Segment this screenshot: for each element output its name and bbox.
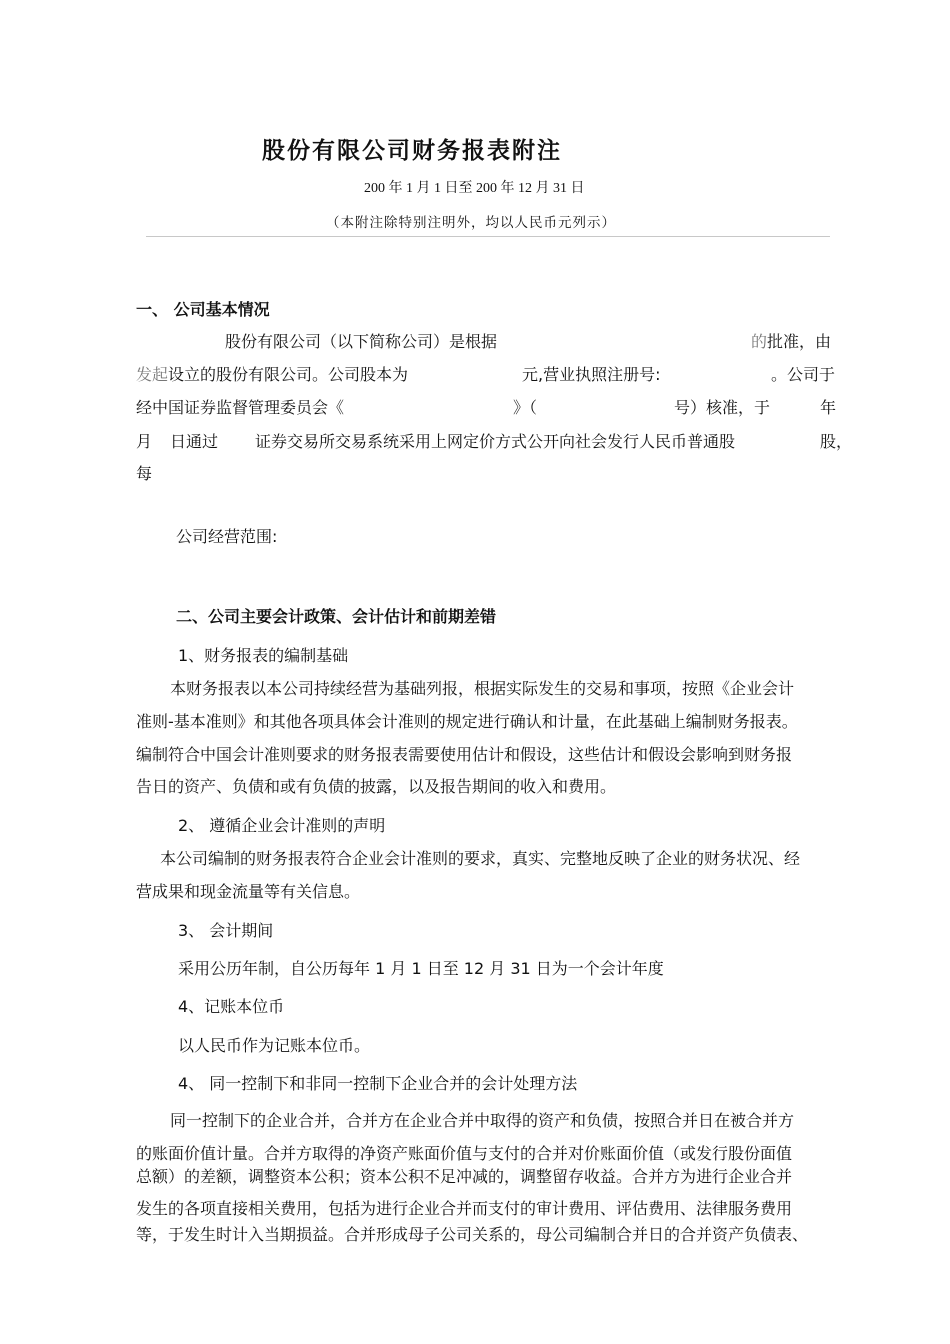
paragraph-line: 采用公历年制，自公历每年 1 月 1 日至 12 月 31 日为一个会计年度 <box>178 959 664 978</box>
paragraph1-text: 批准，由 <box>767 332 832 351</box>
paragraph-line: 同一控制下的企业合并，合并方在企业合并中取得的资产和负债，按照合并日在被合并方 <box>170 1111 795 1130</box>
subsection-title: 4、 同一控制下和非同一控制下企业合并的会计处理方法 <box>178 1074 578 1093</box>
paragraph1-text: 经中国证券监督管理委员会《 <box>136 398 345 417</box>
paragraph-line: 以人民币作为记账本位币。 <box>178 1036 371 1055</box>
section1-heading: 一、 公司基本情况 <box>136 300 270 319</box>
paragraph-line: 的账面价值计量。合并方取得的净资产账面价值与支付的合并对价账面价值（或发行股份面值 <box>136 1144 793 1163</box>
paragraph1-text: 证券交易所交易系统采用上网定价方式公开向社会发行人民币普通股 <box>255 432 736 451</box>
paragraph-line: 准则-基本准则》和其他各项具体会计准则的规定进行确认和计量，在此基础上编制财务报表。 <box>136 712 798 731</box>
subsection-title: 2、 遵循企业会计准则的声明 <box>178 816 386 835</box>
paragraph1-text: 。公司于 <box>771 365 836 384</box>
section2-heading: 二、公司主要会计政策、会计估计和前期差错 <box>176 607 497 626</box>
subsection-title: 4、记账本位币 <box>178 997 285 1016</box>
paragraph1-text: 月 <box>136 432 153 451</box>
paragraph1-text: 每 <box>136 464 153 483</box>
paragraph-line: 等，于发生时计入当期损益。合并形成母子公司关系的，母公司编制合并日的合并资产负债表、 <box>136 1225 809 1244</box>
paragraph1-text: 年 <box>820 398 837 417</box>
paragraph1-text: 》（ <box>513 398 538 417</box>
paragraph1-text: 股份有限公司（以下简称公司）是根据 <box>225 332 498 351</box>
paragraph1-text: 发起 <box>136 365 169 384</box>
paragraph1-text: 元,营业执照注册号: <box>522 365 661 384</box>
paragraph-line: 编制符合中国会计准则要求的财务报表需要使用估计和假设，这些估计和假设会影响到财务报 <box>136 745 793 764</box>
paragraph-line: 本公司编制的财务报表符合企业会计准则的要求，真实、完整地反映了企业的财务状况、经 <box>160 849 801 868</box>
currency-note: （本附注除特别注明外，均以人民币元列示） <box>326 215 616 231</box>
business-scope-label: 公司经营范围: <box>176 527 278 546</box>
paragraph-line: 营成果和现金流量等有关信息。 <box>136 882 361 901</box>
paragraph-line: 告日的资产、负债和或有负债的披露，以及报告期间的收入和费用。 <box>136 777 617 796</box>
document-title: 股份有限公司财务报表附注 <box>262 138 562 164</box>
subsection-title: 3、 会计期间 <box>178 921 274 940</box>
paragraph1-text: 设立的股份有限公司。公司股本为 <box>168 365 409 384</box>
paragraph1-text: 号）核准，于 <box>674 398 771 417</box>
paragraph1-text: 股， <box>820 432 853 451</box>
header-divider <box>146 236 830 237</box>
paragraph-line: 发生的各项直接相关费用，包括为进行企业合并而支付的审计费用、评估费用、法律服务费用 <box>136 1199 793 1218</box>
paragraph-line: 总额）的差额，调整资本公积；资本公积不足冲减的，调整留存收益。合并方为进行企业合并 <box>136 1167 793 1186</box>
report-period: 200 年 1 月 1 日至 200 年 12 月 31 日 <box>364 181 585 196</box>
paragraph-line: 本财务报表以本公司持续经营为基础列报，根据实际发生的交易和事项，按照《企业会计 <box>170 679 795 698</box>
paragraph1-text: 日通过 <box>170 432 219 451</box>
subsection-title: 1、财务报表的编制基础 <box>178 646 349 665</box>
paragraph1-text: 的 <box>751 332 768 351</box>
